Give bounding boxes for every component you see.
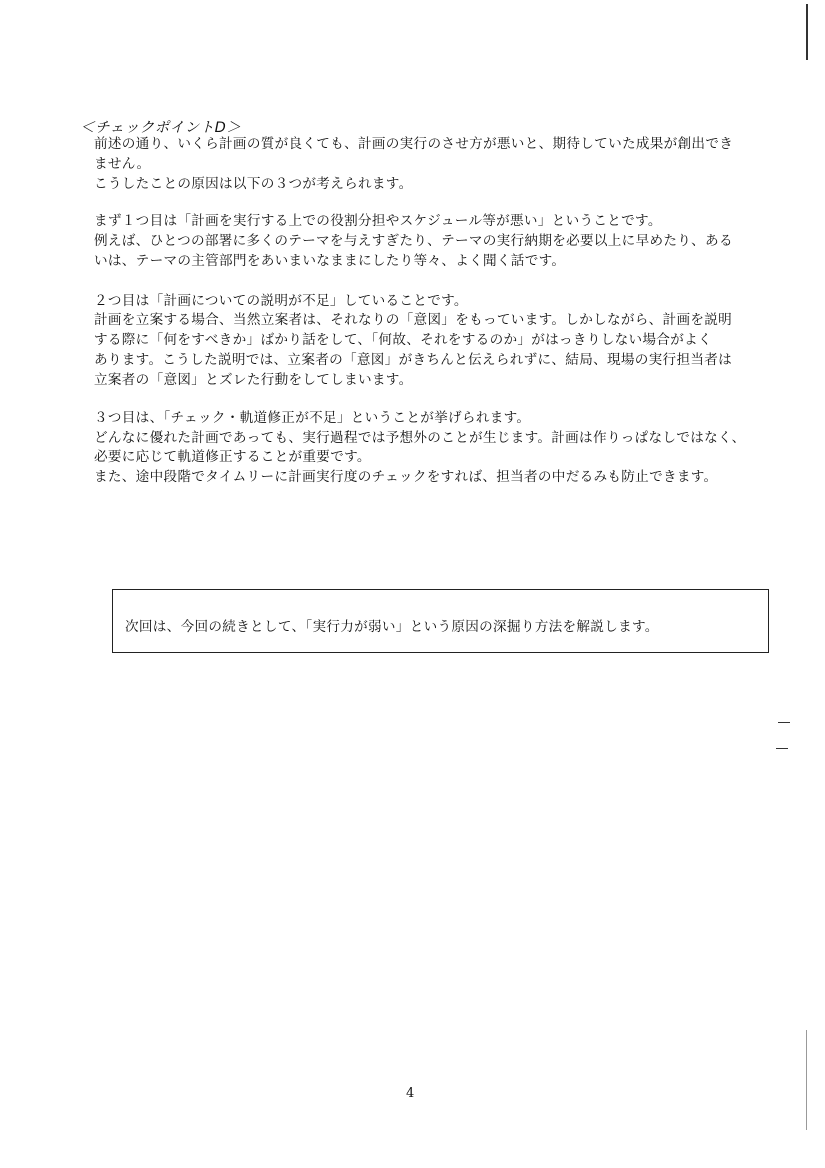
paragraph-3-line-5: 立案者の「意図」とズレた行動をしてしまいます。: [94, 372, 413, 388]
scan-artifact-mark: [806, 4, 808, 60]
paragraph-1-line-2: ません。: [94, 156, 151, 172]
paragraph-4-line-2: どんなに優れた計画であっても、実行過程では予想外のことが生じます。計画は作りっぱなしではなく、: [94, 430, 746, 446]
paragraph-3-line-1: ２つ目は「計画についての説明が不足」していることです。: [94, 293, 468, 309]
scan-artifact-mark: [776, 748, 788, 749]
scan-artifact-mark: [806, 1030, 807, 1130]
next-issue-note-text: 次回は、今回の続きとして、「実行力が弱い」という原因の深掘り方法を解説します。: [125, 619, 659, 635]
paragraph-1-line-3: こうしたことの原因は以下の３つが考えられます。: [94, 176, 413, 192]
paragraph-3-line-2: 計画を立案する場合、当然立案者は、それなりの「意図」をもっています。しかしながら、計画を説明: [94, 312, 733, 328]
paragraph-4-line-1: ３つ目は、「チェック・軌道修正が不足」ということが挙げられます。: [94, 410, 531, 426]
paragraph-3-line-3: する際に「何をすべきか」ばかり話をして、「何故、それをするのか」がはっきりしない場合がよく: [94, 332, 712, 348]
paragraph-4-line-3: 必要に応じて軌道修正することが重要です。: [94, 449, 371, 465]
paragraph-2-line-1: まず１つ目は「計画を実行する上での役割分担やスケジュール等が悪い」ということです。: [94, 213, 662, 229]
paragraph-2-line-2: 例えば、ひとつの部署に多くのテーマを与えすぎたり、テーマの実行納期を必要以上に早めたり、ある: [94, 233, 733, 249]
next-issue-note-box: [112, 589, 769, 653]
page-number: 4: [406, 1086, 415, 1101]
scan-artifact-mark: [778, 722, 790, 723]
paragraph-1-line-1: 前述の通り、いくら計画の質が良くても、計画の実行のさせ方が悪いと、期待していた成果が創出でき: [94, 136, 734, 152]
paragraph-4-line-4: また、途中段階でタイムリーに計画実行度のチェックをすれば、担当者の中だるみも防止できます。: [94, 469, 718, 485]
section-heading: ＜チェックポイントD＞: [80, 120, 242, 136]
paragraph-3-line-4: あります。こうした説明では、立案者の「意図」がきちんと伝えられずに、結局、現場の実行担当者は: [94, 352, 733, 368]
paragraph-2-line-3: いは、テーマの主管部門をあいまいなままにしたり等々、よく聞く話です。: [94, 253, 566, 269]
